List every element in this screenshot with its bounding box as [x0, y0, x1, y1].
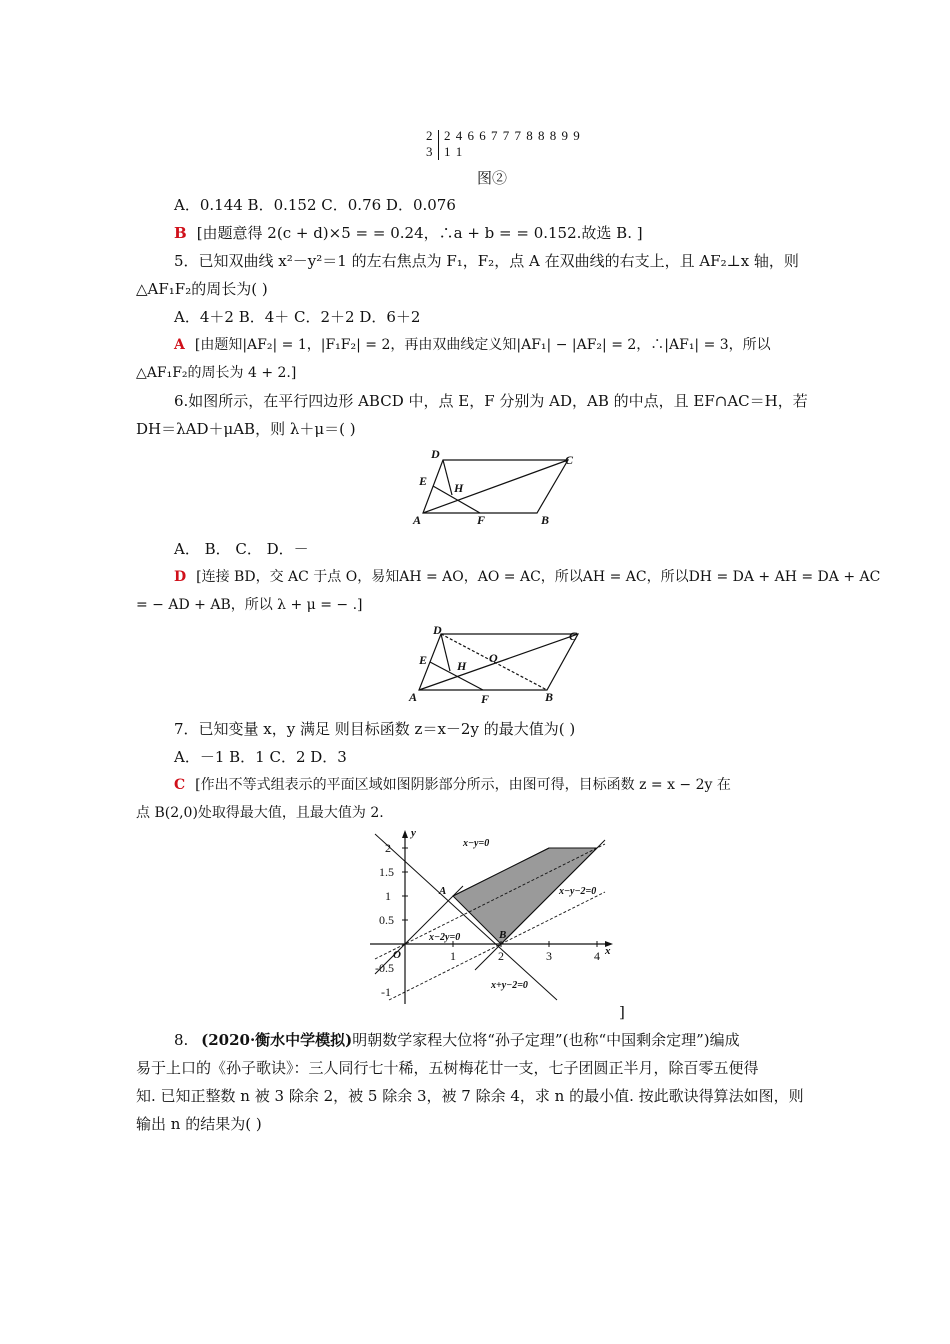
q7-solution-text1: [作出不等式组表示的平面区域如图阴影部分所示，由图可得，目标函数 z = x − 2y 在 [195, 777, 731, 793]
q7-stem: 7．已知变量 x，y 满足 则目标函数 z＝x－2y 的最大值为( ) [174, 720, 576, 738]
x-tick-1: 1 [450, 949, 456, 963]
q6-stem-line2: DH＝λAD＋μAB，则 λ＋μ＝( ) [136, 420, 356, 438]
x-tick-2: 2 [498, 949, 504, 963]
leaves-row2: 1 1 [444, 144, 464, 159]
y-tick-neg-1: -1 [381, 985, 391, 999]
y-axis-arrow [402, 830, 408, 838]
q7-close-bracket: ] [619, 1003, 625, 1021]
q5-solution-text1: [由题知|AF₂| = 1，|F₁F₂| = 2，再由双曲线定义知|AF₁| − |AF₂| = 2，∴|AF₁| = 3，所以 [194, 337, 771, 353]
q5-solution-line2: △AF₁F₂的周长为 4 + 2.] [136, 365, 297, 381]
q6-stem-line1: 6.如图所示，在平行四边形 ABCD 中，点 E，F 分别为 AD，AB 的中点，且 EF∩AC＝H，若 [174, 392, 808, 410]
stem-leaf-plot [426, 128, 586, 162]
q6-solution-figure [405, 622, 590, 706]
y-tick-neg-0-5: -0.5 [375, 961, 394, 975]
label-b: B [541, 513, 550, 527]
q7-answer: C [174, 777, 186, 793]
q8-line1 [174, 1030, 740, 1050]
label-e-2: E [419, 653, 428, 667]
q4-options: A．0.144 B．0.152 C．0.76 D．0.076 [174, 196, 456, 214]
q5-answer: A [174, 337, 185, 353]
q6-answer: D [174, 569, 187, 585]
stem-row1: 2 [426, 128, 434, 143]
label-c-2: C [569, 629, 578, 643]
q7-feasible-region-graph [365, 826, 620, 1016]
q8-line1-text: 明朝数学家程大位将“孙子定理”(也称“中国剩余定理”)编成 [352, 1031, 740, 1049]
point-a-label: A [439, 885, 447, 897]
x-tick-4: 4 [594, 949, 600, 963]
stem-row2: 3 [426, 144, 434, 159]
y-tick-2: 2 [385, 841, 391, 855]
q8-line2: 易于上口的《孙子歌诀》：三人同行七十稀，五树梅花廿一支，七子团圆正半月，除百零五便得 [136, 1059, 759, 1077]
q6-parallelogram-figure [405, 446, 590, 528]
figure-caption: 图② [477, 169, 508, 187]
label-f-2: F [481, 692, 490, 706]
q6-solution-text1: [连接 BD，交 AC 于点 O，易知AH = AO，AO = AC，所以AH = AC，所以DH = DA + AH = DA + AC [196, 569, 881, 585]
q5-stem-line1: 5．已知双曲线 x²－y²＝1 的左右焦点为 F₁，F₂，点 A 在双曲线的右支上，且 AF₂⊥x 轴，则 [174, 252, 799, 270]
label-h: H [454, 481, 464, 495]
label-o: O [489, 651, 498, 665]
y-tick-1-5: 1.5 [379, 865, 394, 879]
q6-solution-line2: = − AD + AB，所以 λ + μ = − .] [136, 597, 363, 613]
x-axis-label: x [605, 945, 611, 957]
q8-source: (2020·衡水中学模拟) [201, 1031, 353, 1049]
label-x-minus-y: x−y=0 [463, 838, 490, 849]
label-h-2: H [457, 659, 467, 673]
y-axis-label: y [411, 827, 416, 839]
segment-dh [443, 460, 452, 495]
q8-line3: 知. 已知正整数 n 被 3 除余 2，被 5 除余 3，被 7 除余 4，求 n 的最小值. 按此歌诀得算法如图，则 [136, 1087, 804, 1105]
label-a-2: A [409, 690, 418, 704]
label-e: E [419, 474, 428, 488]
q8-number: 8. [174, 1031, 189, 1049]
q7-solution-line2: 点 B(2,0)处取得最大值，且最大值为 2. [136, 805, 384, 821]
q6-options: A． B． C． D．－ [174, 540, 309, 558]
q4-solution [174, 223, 643, 243]
y-tick-1: 1 [385, 889, 391, 903]
label-x-minus-y-minus-2: x−y−2=0 [559, 886, 597, 897]
q5-solution-line1 [174, 335, 771, 355]
leaves-row1: 2 4 6 6 7 7 7 8 8 8 9 9 [444, 128, 581, 143]
label-c: C [565, 453, 574, 467]
q5-stem-line2: △AF₁F₂的周长为( ) [136, 280, 268, 298]
segment-dh-2 [441, 634, 450, 671]
stem-divider [438, 130, 439, 160]
q7-options: A．－1 B．1 C．2 D．3 [174, 748, 347, 766]
q7-solution-line1 [174, 775, 731, 795]
label-f: F [477, 513, 486, 527]
x-tick-3: 3 [546, 949, 552, 963]
y-tick-0-5: 0.5 [379, 913, 394, 927]
point-b-label: B [499, 929, 507, 941]
q8-line4: 输出 n 的结果为( ) [136, 1115, 262, 1133]
q6-solution-line1 [174, 567, 880, 587]
q5-options: A．4＋2 B．4＋ C．2＋2 D．6＋2 [174, 308, 421, 326]
label-b-2: B [545, 690, 554, 704]
q4-answer: B [174, 224, 187, 242]
label-a: A [413, 513, 422, 527]
label-x-plus-y-minus-2: x+y−2=0 [491, 980, 528, 991]
label-d-2: D [433, 623, 442, 637]
label-x-minus-2y: x−2y=0 [429, 932, 461, 943]
q4-solution-text: [由题意得 2(c + d)×5 = = 0.24，∴a + b = = 0.152.故选 B. ] [196, 224, 643, 242]
origin-label: O [393, 949, 401, 961]
label-d: D [431, 447, 440, 461]
